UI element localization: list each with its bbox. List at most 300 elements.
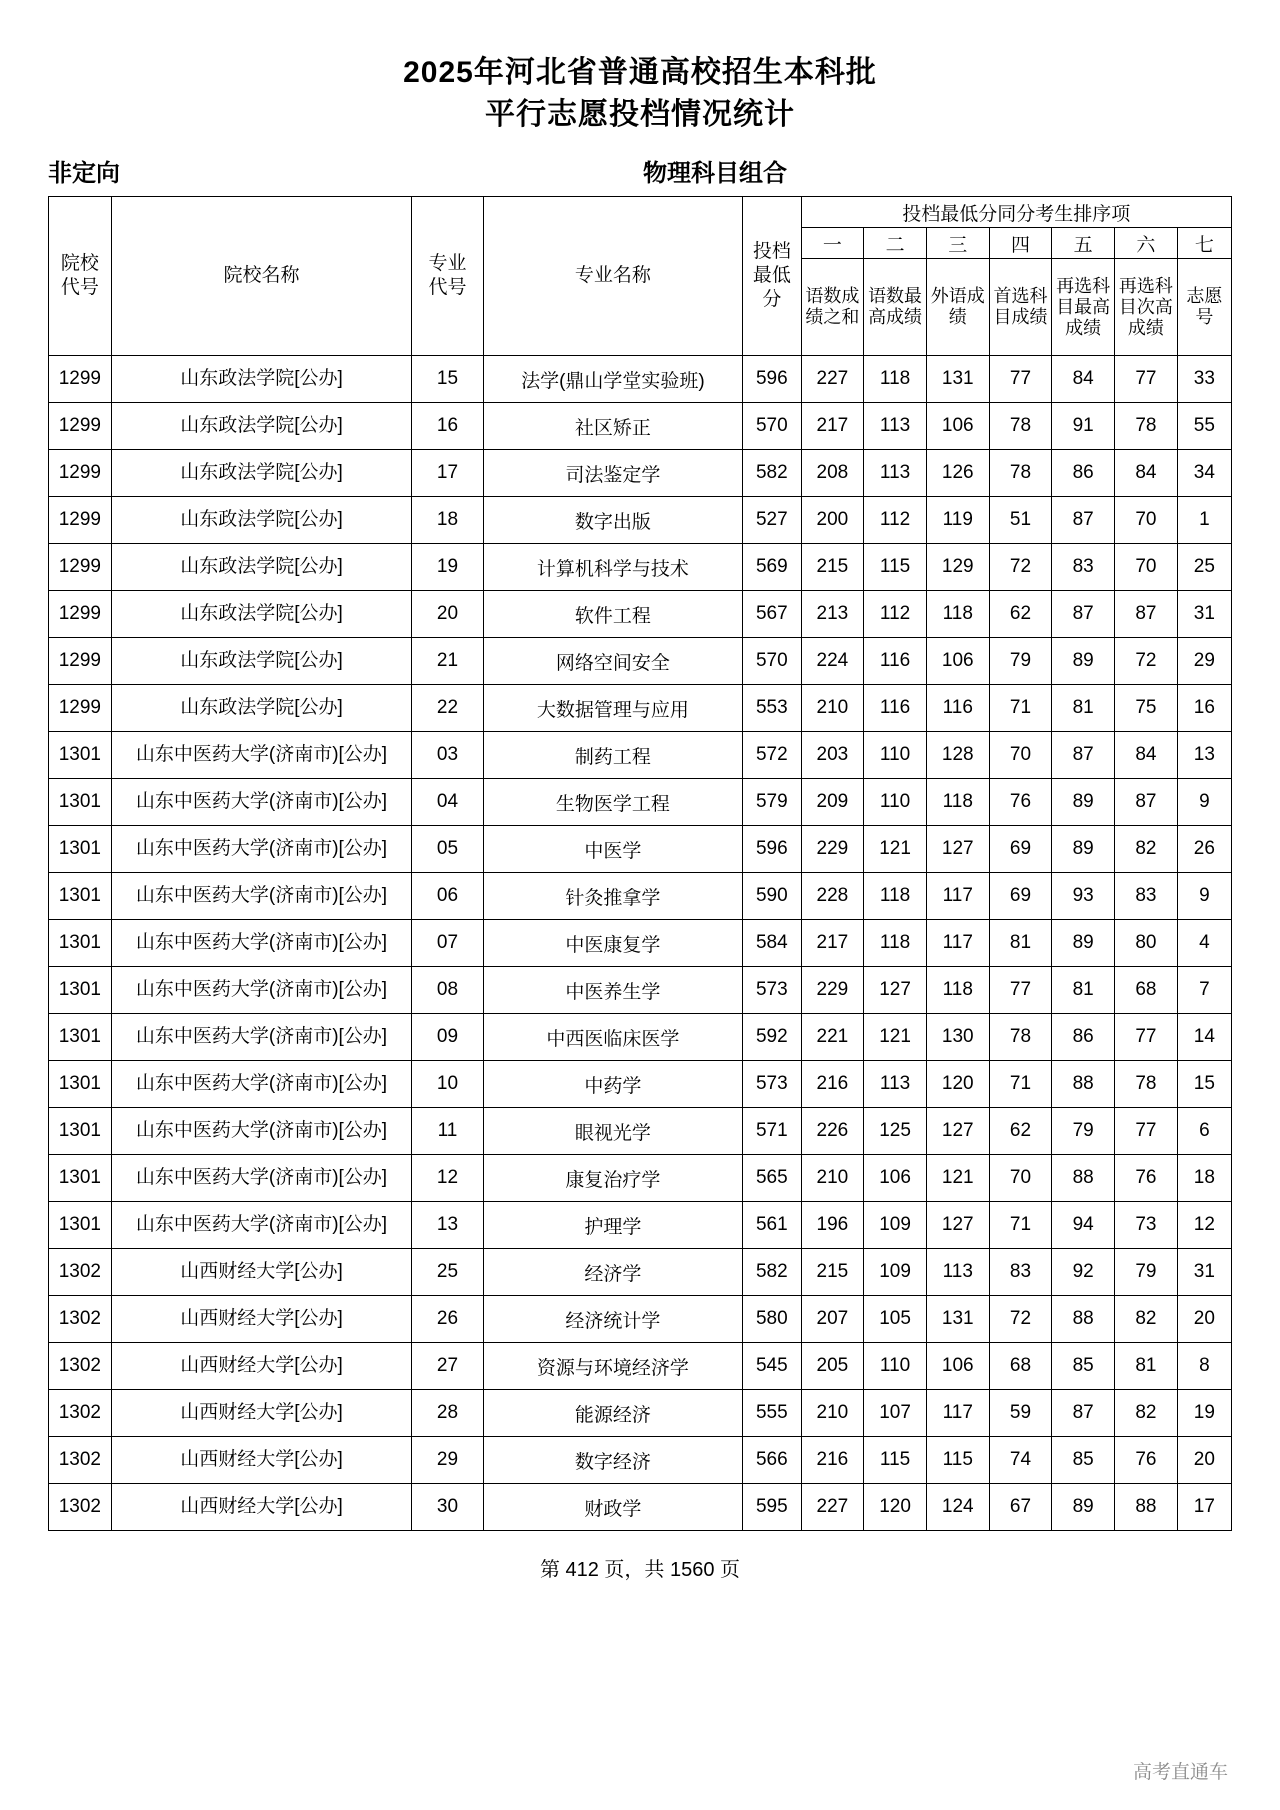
cell-rank-1: 217 bbox=[801, 920, 864, 967]
cell-rank-2: 112 bbox=[864, 591, 927, 638]
cell-major-code: 09 bbox=[412, 1014, 483, 1061]
cell-school-name: 山西财经大学[公办] bbox=[111, 1437, 412, 1484]
cell-rank-2: 115 bbox=[864, 1437, 927, 1484]
cell-rank-7: 9 bbox=[1177, 779, 1231, 826]
cell-rank-2: 113 bbox=[864, 1061, 927, 1108]
cell-rank-5: 89 bbox=[1052, 920, 1115, 967]
cell-rank-7: 55 bbox=[1177, 403, 1231, 450]
cell-rank-7: 6 bbox=[1177, 1108, 1231, 1155]
cell-school-code: 1301 bbox=[49, 873, 112, 920]
cell-rank-4: 71 bbox=[989, 1061, 1052, 1108]
cell-school-code: 1299 bbox=[49, 638, 112, 685]
cell-rank-2: 107 bbox=[864, 1390, 927, 1437]
cell-rank-6: 80 bbox=[1115, 920, 1178, 967]
cell-school-code: 1301 bbox=[49, 1061, 112, 1108]
cell-school-name: 山西财经大学[公办] bbox=[111, 1249, 412, 1296]
cell-rank-7: 12 bbox=[1177, 1202, 1231, 1249]
cell-rank-5: 81 bbox=[1052, 967, 1115, 1014]
cell-rank-2: 125 bbox=[864, 1108, 927, 1155]
cell-major-code: 28 bbox=[412, 1390, 483, 1437]
cell-min-score: 566 bbox=[743, 1437, 801, 1484]
cell-major-code: 06 bbox=[412, 873, 483, 920]
cell-school-code: 1302 bbox=[49, 1390, 112, 1437]
cell-rank-4: 70 bbox=[989, 1155, 1052, 1202]
cell-rank-3: 128 bbox=[926, 732, 989, 779]
cell-rank-5: 88 bbox=[1052, 1296, 1115, 1343]
table-row bbox=[49, 497, 1232, 544]
cell-rank-3: 121 bbox=[926, 1155, 989, 1202]
cell-school-name: 山东政法学院[公办] bbox=[111, 544, 412, 591]
table-row bbox=[49, 1343, 1232, 1390]
cell-rank-4: 62 bbox=[989, 1108, 1052, 1155]
table-row bbox=[49, 1437, 1232, 1484]
cell-school-code: 1301 bbox=[49, 826, 112, 873]
cell-rank-1: 226 bbox=[801, 1108, 864, 1155]
cell-rank-6: 73 bbox=[1115, 1202, 1178, 1249]
cell-rank-6: 82 bbox=[1115, 1296, 1178, 1343]
cell-major-code: 29 bbox=[412, 1437, 483, 1484]
table-head bbox=[49, 197, 1232, 356]
cell-major-name: 中西医临床医学 bbox=[483, 1014, 743, 1061]
cell-major-code: 10 bbox=[412, 1061, 483, 1108]
rank-label-7: 志愿号 bbox=[1177, 259, 1231, 356]
rank-num-5: 五 bbox=[1052, 228, 1115, 259]
cell-school-code: 1301 bbox=[49, 1108, 112, 1155]
cell-major-code: 13 bbox=[412, 1202, 483, 1249]
cell-rank-3: 106 bbox=[926, 1343, 989, 1390]
cell-major-name: 经济学 bbox=[483, 1249, 743, 1296]
cell-rank-3: 119 bbox=[926, 497, 989, 544]
cell-min-score: 570 bbox=[743, 403, 801, 450]
cell-major-code: 08 bbox=[412, 967, 483, 1014]
cell-major-code: 22 bbox=[412, 685, 483, 732]
cell-rank-7: 9 bbox=[1177, 873, 1231, 920]
cell-rank-4: 71 bbox=[989, 685, 1052, 732]
cell-rank-1: 209 bbox=[801, 779, 864, 826]
cell-min-score: 570 bbox=[743, 638, 801, 685]
cell-major-code: 25 bbox=[412, 1249, 483, 1296]
cell-min-score: 573 bbox=[743, 1061, 801, 1108]
cell-rank-6: 79 bbox=[1115, 1249, 1178, 1296]
cell-major-code: 12 bbox=[412, 1155, 483, 1202]
cell-major-name: 康复治疗学 bbox=[483, 1155, 743, 1202]
cell-major-name: 生物医学工程 bbox=[483, 779, 743, 826]
cell-rank-3: 127 bbox=[926, 1202, 989, 1249]
cell-rank-6: 72 bbox=[1115, 638, 1178, 685]
cell-major-name: 中医学 bbox=[483, 826, 743, 873]
cell-rank-2: 112 bbox=[864, 497, 927, 544]
cell-rank-1: 200 bbox=[801, 497, 864, 544]
cell-rank-5: 86 bbox=[1052, 1014, 1115, 1061]
cell-major-code: 03 bbox=[412, 732, 483, 779]
cell-major-name: 网络空间安全 bbox=[483, 638, 743, 685]
cell-rank-6: 75 bbox=[1115, 685, 1178, 732]
table-row bbox=[49, 450, 1232, 497]
rank-num-6: 六 bbox=[1115, 228, 1178, 259]
cell-rank-7: 13 bbox=[1177, 732, 1231, 779]
cell-rank-7: 17 bbox=[1177, 1484, 1231, 1531]
cell-major-code: 16 bbox=[412, 403, 483, 450]
cell-rank-5: 86 bbox=[1052, 450, 1115, 497]
subheader bbox=[48, 154, 1232, 188]
rank-num-4: 四 bbox=[989, 228, 1052, 259]
cell-rank-6: 83 bbox=[1115, 873, 1178, 920]
cell-school-name: 山东中医药大学(济南市)[公办] bbox=[111, 1061, 412, 1108]
table-row bbox=[49, 1296, 1232, 1343]
table-row bbox=[49, 873, 1232, 920]
cell-major-name: 财政学 bbox=[483, 1484, 743, 1531]
cell-rank-5: 88 bbox=[1052, 1155, 1115, 1202]
cell-school-name: 山东中医药大学(济南市)[公办] bbox=[111, 920, 412, 967]
cell-rank-6: 87 bbox=[1115, 591, 1178, 638]
cell-major-code: 05 bbox=[412, 826, 483, 873]
cell-school-code: 1299 bbox=[49, 356, 112, 403]
cell-rank-6: 78 bbox=[1115, 1061, 1178, 1108]
cell-school-code: 1301 bbox=[49, 779, 112, 826]
cell-rank-1: 207 bbox=[801, 1296, 864, 1343]
cell-major-name: 数字经济 bbox=[483, 1437, 743, 1484]
title-line-1: 2025年河北省普通高校招生本科批 bbox=[403, 56, 877, 89]
cell-rank-4: 51 bbox=[989, 497, 1052, 544]
table-row bbox=[49, 591, 1232, 638]
cell-major-code: 17 bbox=[412, 450, 483, 497]
cell-major-code: 04 bbox=[412, 779, 483, 826]
cell-rank-4: 81 bbox=[989, 920, 1052, 967]
table-row bbox=[49, 779, 1232, 826]
cell-rank-1: 205 bbox=[801, 1343, 864, 1390]
cell-rank-4: 74 bbox=[989, 1437, 1052, 1484]
cell-major-name: 大数据管理与应用 bbox=[483, 685, 743, 732]
cell-rank-5: 87 bbox=[1052, 732, 1115, 779]
cell-major-code: 21 bbox=[412, 638, 483, 685]
col-school-code: 院校 代号 bbox=[49, 197, 112, 356]
table-row bbox=[49, 638, 1232, 685]
cell-school-code: 1302 bbox=[49, 1437, 112, 1484]
cell-school-name: 山东中医药大学(济南市)[公办] bbox=[111, 1155, 412, 1202]
cell-rank-7: 26 bbox=[1177, 826, 1231, 873]
col-rank-group: 投档最低分同分考生排序项 bbox=[801, 197, 1231, 228]
cell-rank-7: 8 bbox=[1177, 1343, 1231, 1390]
cell-rank-1: 208 bbox=[801, 450, 864, 497]
cell-rank-7: 20 bbox=[1177, 1437, 1231, 1484]
cell-major-code: 20 bbox=[412, 591, 483, 638]
cell-min-score: 555 bbox=[743, 1390, 801, 1437]
cell-rank-3: 131 bbox=[926, 356, 989, 403]
cell-major-name: 计算机科学与技术 bbox=[483, 544, 743, 591]
cell-rank-1: 224 bbox=[801, 638, 864, 685]
cell-rank-6: 77 bbox=[1115, 1014, 1178, 1061]
cell-min-score: 565 bbox=[743, 1155, 801, 1202]
watermark: 高考直通车 bbox=[1132, 1762, 1228, 1783]
table-row bbox=[49, 1014, 1232, 1061]
cell-rank-5: 83 bbox=[1052, 544, 1115, 591]
cell-rank-5: 87 bbox=[1052, 1390, 1115, 1437]
cell-rank-5: 94 bbox=[1052, 1202, 1115, 1249]
cell-school-code: 1299 bbox=[49, 497, 112, 544]
cell-rank-3: 118 bbox=[926, 591, 989, 638]
cell-rank-1: 196 bbox=[801, 1202, 864, 1249]
cell-rank-2: 121 bbox=[864, 826, 927, 873]
cell-rank-6: 70 bbox=[1115, 544, 1178, 591]
cell-school-code: 1299 bbox=[49, 591, 112, 638]
table-row bbox=[49, 544, 1232, 591]
table-body bbox=[49, 356, 1232, 1531]
cell-rank-7: 34 bbox=[1177, 450, 1231, 497]
cell-school-name: 山东中医药大学(济南市)[公办] bbox=[111, 1108, 412, 1155]
cell-major-code: 07 bbox=[412, 920, 483, 967]
rank-label-1: 语数成绩之和 bbox=[801, 259, 864, 356]
col-min-score: 投档 最低 分 bbox=[743, 197, 801, 356]
cell-major-code: 19 bbox=[412, 544, 483, 591]
cell-rank-4: 69 bbox=[989, 826, 1052, 873]
cell-rank-2: 118 bbox=[864, 873, 927, 920]
cell-rank-1: 215 bbox=[801, 544, 864, 591]
cell-school-code: 1299 bbox=[49, 544, 112, 591]
cell-school-code: 1302 bbox=[49, 1343, 112, 1390]
cell-major-code: 27 bbox=[412, 1343, 483, 1390]
cell-rank-2: 105 bbox=[864, 1296, 927, 1343]
cell-rank-4: 77 bbox=[989, 356, 1052, 403]
cell-rank-7: 16 bbox=[1177, 685, 1231, 732]
cell-min-score: 545 bbox=[743, 1343, 801, 1390]
cell-school-name: 山东政法学院[公办] bbox=[111, 403, 412, 450]
cell-rank-2: 121 bbox=[864, 1014, 927, 1061]
page-title bbox=[48, 52, 1232, 136]
cell-rank-3: 117 bbox=[926, 920, 989, 967]
cell-rank-2: 118 bbox=[864, 356, 927, 403]
cell-rank-2: 109 bbox=[864, 1202, 927, 1249]
cell-rank-3: 116 bbox=[926, 685, 989, 732]
cell-rank-1: 210 bbox=[801, 685, 864, 732]
cell-rank-6: 84 bbox=[1115, 450, 1178, 497]
cell-rank-1: 228 bbox=[801, 873, 864, 920]
cell-rank-2: 127 bbox=[864, 967, 927, 1014]
rank-num-7: 七 bbox=[1177, 228, 1231, 259]
cell-rank-6: 70 bbox=[1115, 497, 1178, 544]
table-row bbox=[49, 685, 1232, 732]
cell-school-code: 1302 bbox=[49, 1296, 112, 1343]
cell-major-name: 数字出版 bbox=[483, 497, 743, 544]
cell-major-code: 30 bbox=[412, 1484, 483, 1531]
cell-rank-3: 129 bbox=[926, 544, 989, 591]
cell-rank-2: 120 bbox=[864, 1484, 927, 1531]
cell-rank-2: 116 bbox=[864, 685, 927, 732]
table-row bbox=[49, 403, 1232, 450]
cell-min-score: 596 bbox=[743, 826, 801, 873]
cell-school-name: 山西财经大学[公办] bbox=[111, 1484, 412, 1531]
cell-major-code: 15 bbox=[412, 356, 483, 403]
rank-label-3: 外语成绩 bbox=[926, 259, 989, 356]
cell-rank-4: 79 bbox=[989, 638, 1052, 685]
cell-major-name: 法学(鼎山学堂实验班) bbox=[483, 356, 743, 403]
cell-rank-5: 89 bbox=[1052, 1484, 1115, 1531]
cell-rank-3: 117 bbox=[926, 1390, 989, 1437]
cell-major-code: 26 bbox=[412, 1296, 483, 1343]
cell-rank-7: 19 bbox=[1177, 1390, 1231, 1437]
cell-rank-1: 227 bbox=[801, 356, 864, 403]
cell-school-code: 1301 bbox=[49, 1014, 112, 1061]
cell-rank-5: 81 bbox=[1052, 685, 1115, 732]
cell-rank-7: 7 bbox=[1177, 967, 1231, 1014]
cell-rank-2: 115 bbox=[864, 544, 927, 591]
cell-rank-3: 127 bbox=[926, 826, 989, 873]
cell-rank-4: 68 bbox=[989, 1343, 1052, 1390]
cell-school-name: 山东政法学院[公办] bbox=[111, 685, 412, 732]
cell-min-score: 595 bbox=[743, 1484, 801, 1531]
cell-major-name: 针灸推拿学 bbox=[483, 873, 743, 920]
cell-rank-5: 87 bbox=[1052, 591, 1115, 638]
cell-rank-6: 76 bbox=[1115, 1155, 1178, 1202]
table-row bbox=[49, 1390, 1232, 1437]
rank-label-6: 再选科目次高成绩 bbox=[1115, 259, 1178, 356]
cell-school-code: 1301 bbox=[49, 920, 112, 967]
cell-rank-6: 88 bbox=[1115, 1484, 1178, 1531]
cell-rank-4: 78 bbox=[989, 450, 1052, 497]
cell-rank-1: 210 bbox=[801, 1390, 864, 1437]
cell-rank-5: 89 bbox=[1052, 826, 1115, 873]
cell-rank-6: 78 bbox=[1115, 403, 1178, 450]
cell-rank-2: 113 bbox=[864, 450, 927, 497]
cell-rank-4: 59 bbox=[989, 1390, 1052, 1437]
cell-min-score: 596 bbox=[743, 356, 801, 403]
cell-rank-5: 88 bbox=[1052, 1061, 1115, 1108]
rank-label-4: 首选科目成绩 bbox=[989, 259, 1052, 356]
cell-rank-1: 213 bbox=[801, 591, 864, 638]
cell-rank-4: 72 bbox=[989, 544, 1052, 591]
rank-num-1: 一 bbox=[801, 228, 864, 259]
cell-rank-1: 203 bbox=[801, 732, 864, 779]
cell-school-code: 1299 bbox=[49, 403, 112, 450]
cell-rank-2: 118 bbox=[864, 920, 927, 967]
cell-min-score: 571 bbox=[743, 1108, 801, 1155]
cell-rank-3: 118 bbox=[926, 779, 989, 826]
cell-school-name: 山西财经大学[公办] bbox=[111, 1343, 412, 1390]
cell-rank-6: 82 bbox=[1115, 826, 1178, 873]
cell-major-name: 护理学 bbox=[483, 1202, 743, 1249]
cell-rank-4: 67 bbox=[989, 1484, 1052, 1531]
cell-rank-5: 91 bbox=[1052, 403, 1115, 450]
cell-major-name: 经济统计学 bbox=[483, 1296, 743, 1343]
cell-rank-1: 221 bbox=[801, 1014, 864, 1061]
cell-school-name: 山东中医药大学(济南市)[公办] bbox=[111, 967, 412, 1014]
table-row bbox=[49, 826, 1232, 873]
admission-table bbox=[48, 196, 1232, 1531]
cell-rank-4: 72 bbox=[989, 1296, 1052, 1343]
cell-min-score: 573 bbox=[743, 967, 801, 1014]
cell-min-score: 572 bbox=[743, 732, 801, 779]
cell-rank-3: 127 bbox=[926, 1108, 989, 1155]
cell-rank-7: 14 bbox=[1177, 1014, 1231, 1061]
cell-school-code: 1301 bbox=[49, 732, 112, 779]
header-row-group bbox=[49, 197, 1232, 228]
cell-rank-4: 69 bbox=[989, 873, 1052, 920]
cell-rank-5: 85 bbox=[1052, 1343, 1115, 1390]
cell-rank-3: 120 bbox=[926, 1061, 989, 1108]
cell-rank-6: 87 bbox=[1115, 779, 1178, 826]
cell-min-score: 553 bbox=[743, 685, 801, 732]
cell-rank-6: 82 bbox=[1115, 1390, 1178, 1437]
cell-rank-3: 106 bbox=[926, 403, 989, 450]
cell-rank-5: 92 bbox=[1052, 1249, 1115, 1296]
cell-rank-5: 89 bbox=[1052, 638, 1115, 685]
table-row bbox=[49, 1484, 1232, 1531]
cell-major-name: 资源与环境经济学 bbox=[483, 1343, 743, 1390]
col-major-name: 专业名称 bbox=[483, 197, 743, 356]
cell-school-name: 山西财经大学[公办] bbox=[111, 1296, 412, 1343]
cell-school-name: 山东政法学院[公办] bbox=[111, 356, 412, 403]
cell-rank-2: 116 bbox=[864, 638, 927, 685]
cell-major-code: 11 bbox=[412, 1108, 483, 1155]
cell-rank-5: 85 bbox=[1052, 1437, 1115, 1484]
cell-rank-6: 77 bbox=[1115, 1108, 1178, 1155]
cell-school-name: 山东政法学院[公办] bbox=[111, 497, 412, 544]
cell-rank-1: 227 bbox=[801, 1484, 864, 1531]
cell-major-name: 眼视光学 bbox=[483, 1108, 743, 1155]
cell-major-name: 能源经济 bbox=[483, 1390, 743, 1437]
cell-rank-7: 31 bbox=[1177, 591, 1231, 638]
table-row bbox=[49, 1155, 1232, 1202]
cell-rank-1: 210 bbox=[801, 1155, 864, 1202]
cell-rank-3: 124 bbox=[926, 1484, 989, 1531]
cell-rank-6: 84 bbox=[1115, 732, 1178, 779]
cell-rank-3: 115 bbox=[926, 1437, 989, 1484]
cell-rank-5: 89 bbox=[1052, 779, 1115, 826]
cell-rank-2: 110 bbox=[864, 1343, 927, 1390]
cell-rank-5: 84 bbox=[1052, 356, 1115, 403]
cell-school-name: 山东政法学院[公办] bbox=[111, 450, 412, 497]
cell-major-name: 制药工程 bbox=[483, 732, 743, 779]
cell-rank-7: 25 bbox=[1177, 544, 1231, 591]
cell-min-score: 592 bbox=[743, 1014, 801, 1061]
table-row bbox=[49, 1202, 1232, 1249]
cell-rank-4: 77 bbox=[989, 967, 1052, 1014]
cell-min-score: 569 bbox=[743, 544, 801, 591]
cell-major-name: 中医养生学 bbox=[483, 967, 743, 1014]
cell-rank-1: 216 bbox=[801, 1061, 864, 1108]
rank-num-2: 二 bbox=[864, 228, 927, 259]
cell-rank-3: 117 bbox=[926, 873, 989, 920]
cell-school-code: 1299 bbox=[49, 450, 112, 497]
cell-rank-1: 229 bbox=[801, 967, 864, 1014]
cell-school-name: 山东政法学院[公办] bbox=[111, 591, 412, 638]
cell-rank-7: 18 bbox=[1177, 1155, 1231, 1202]
cell-rank-5: 79 bbox=[1052, 1108, 1115, 1155]
cell-rank-2: 110 bbox=[864, 779, 927, 826]
cell-rank-4: 83 bbox=[989, 1249, 1052, 1296]
cell-rank-7: 29 bbox=[1177, 638, 1231, 685]
cell-major-name: 中医康复学 bbox=[483, 920, 743, 967]
cell-rank-3: 118 bbox=[926, 967, 989, 1014]
cell-min-score: 582 bbox=[743, 450, 801, 497]
cell-rank-3: 126 bbox=[926, 450, 989, 497]
cell-rank-6: 81 bbox=[1115, 1343, 1178, 1390]
cell-school-code: 1302 bbox=[49, 1484, 112, 1531]
cell-rank-2: 113 bbox=[864, 403, 927, 450]
cell-rank-3: 106 bbox=[926, 638, 989, 685]
rank-label-5: 再选科目最高成绩 bbox=[1052, 259, 1115, 356]
cell-school-name: 山东中医药大学(济南市)[公办] bbox=[111, 873, 412, 920]
cell-school-name: 山东中医药大学(济南市)[公办] bbox=[111, 779, 412, 826]
cell-rank-3: 113 bbox=[926, 1249, 989, 1296]
cell-rank-3: 130 bbox=[926, 1014, 989, 1061]
cell-min-score: 584 bbox=[743, 920, 801, 967]
cell-rank-4: 70 bbox=[989, 732, 1052, 779]
cell-rank-6: 77 bbox=[1115, 356, 1178, 403]
cell-rank-2: 110 bbox=[864, 732, 927, 779]
cell-major-name: 软件工程 bbox=[483, 591, 743, 638]
subject-group-label: 物理科目组合 bbox=[643, 160, 787, 187]
cell-rank-4: 71 bbox=[989, 1202, 1052, 1249]
